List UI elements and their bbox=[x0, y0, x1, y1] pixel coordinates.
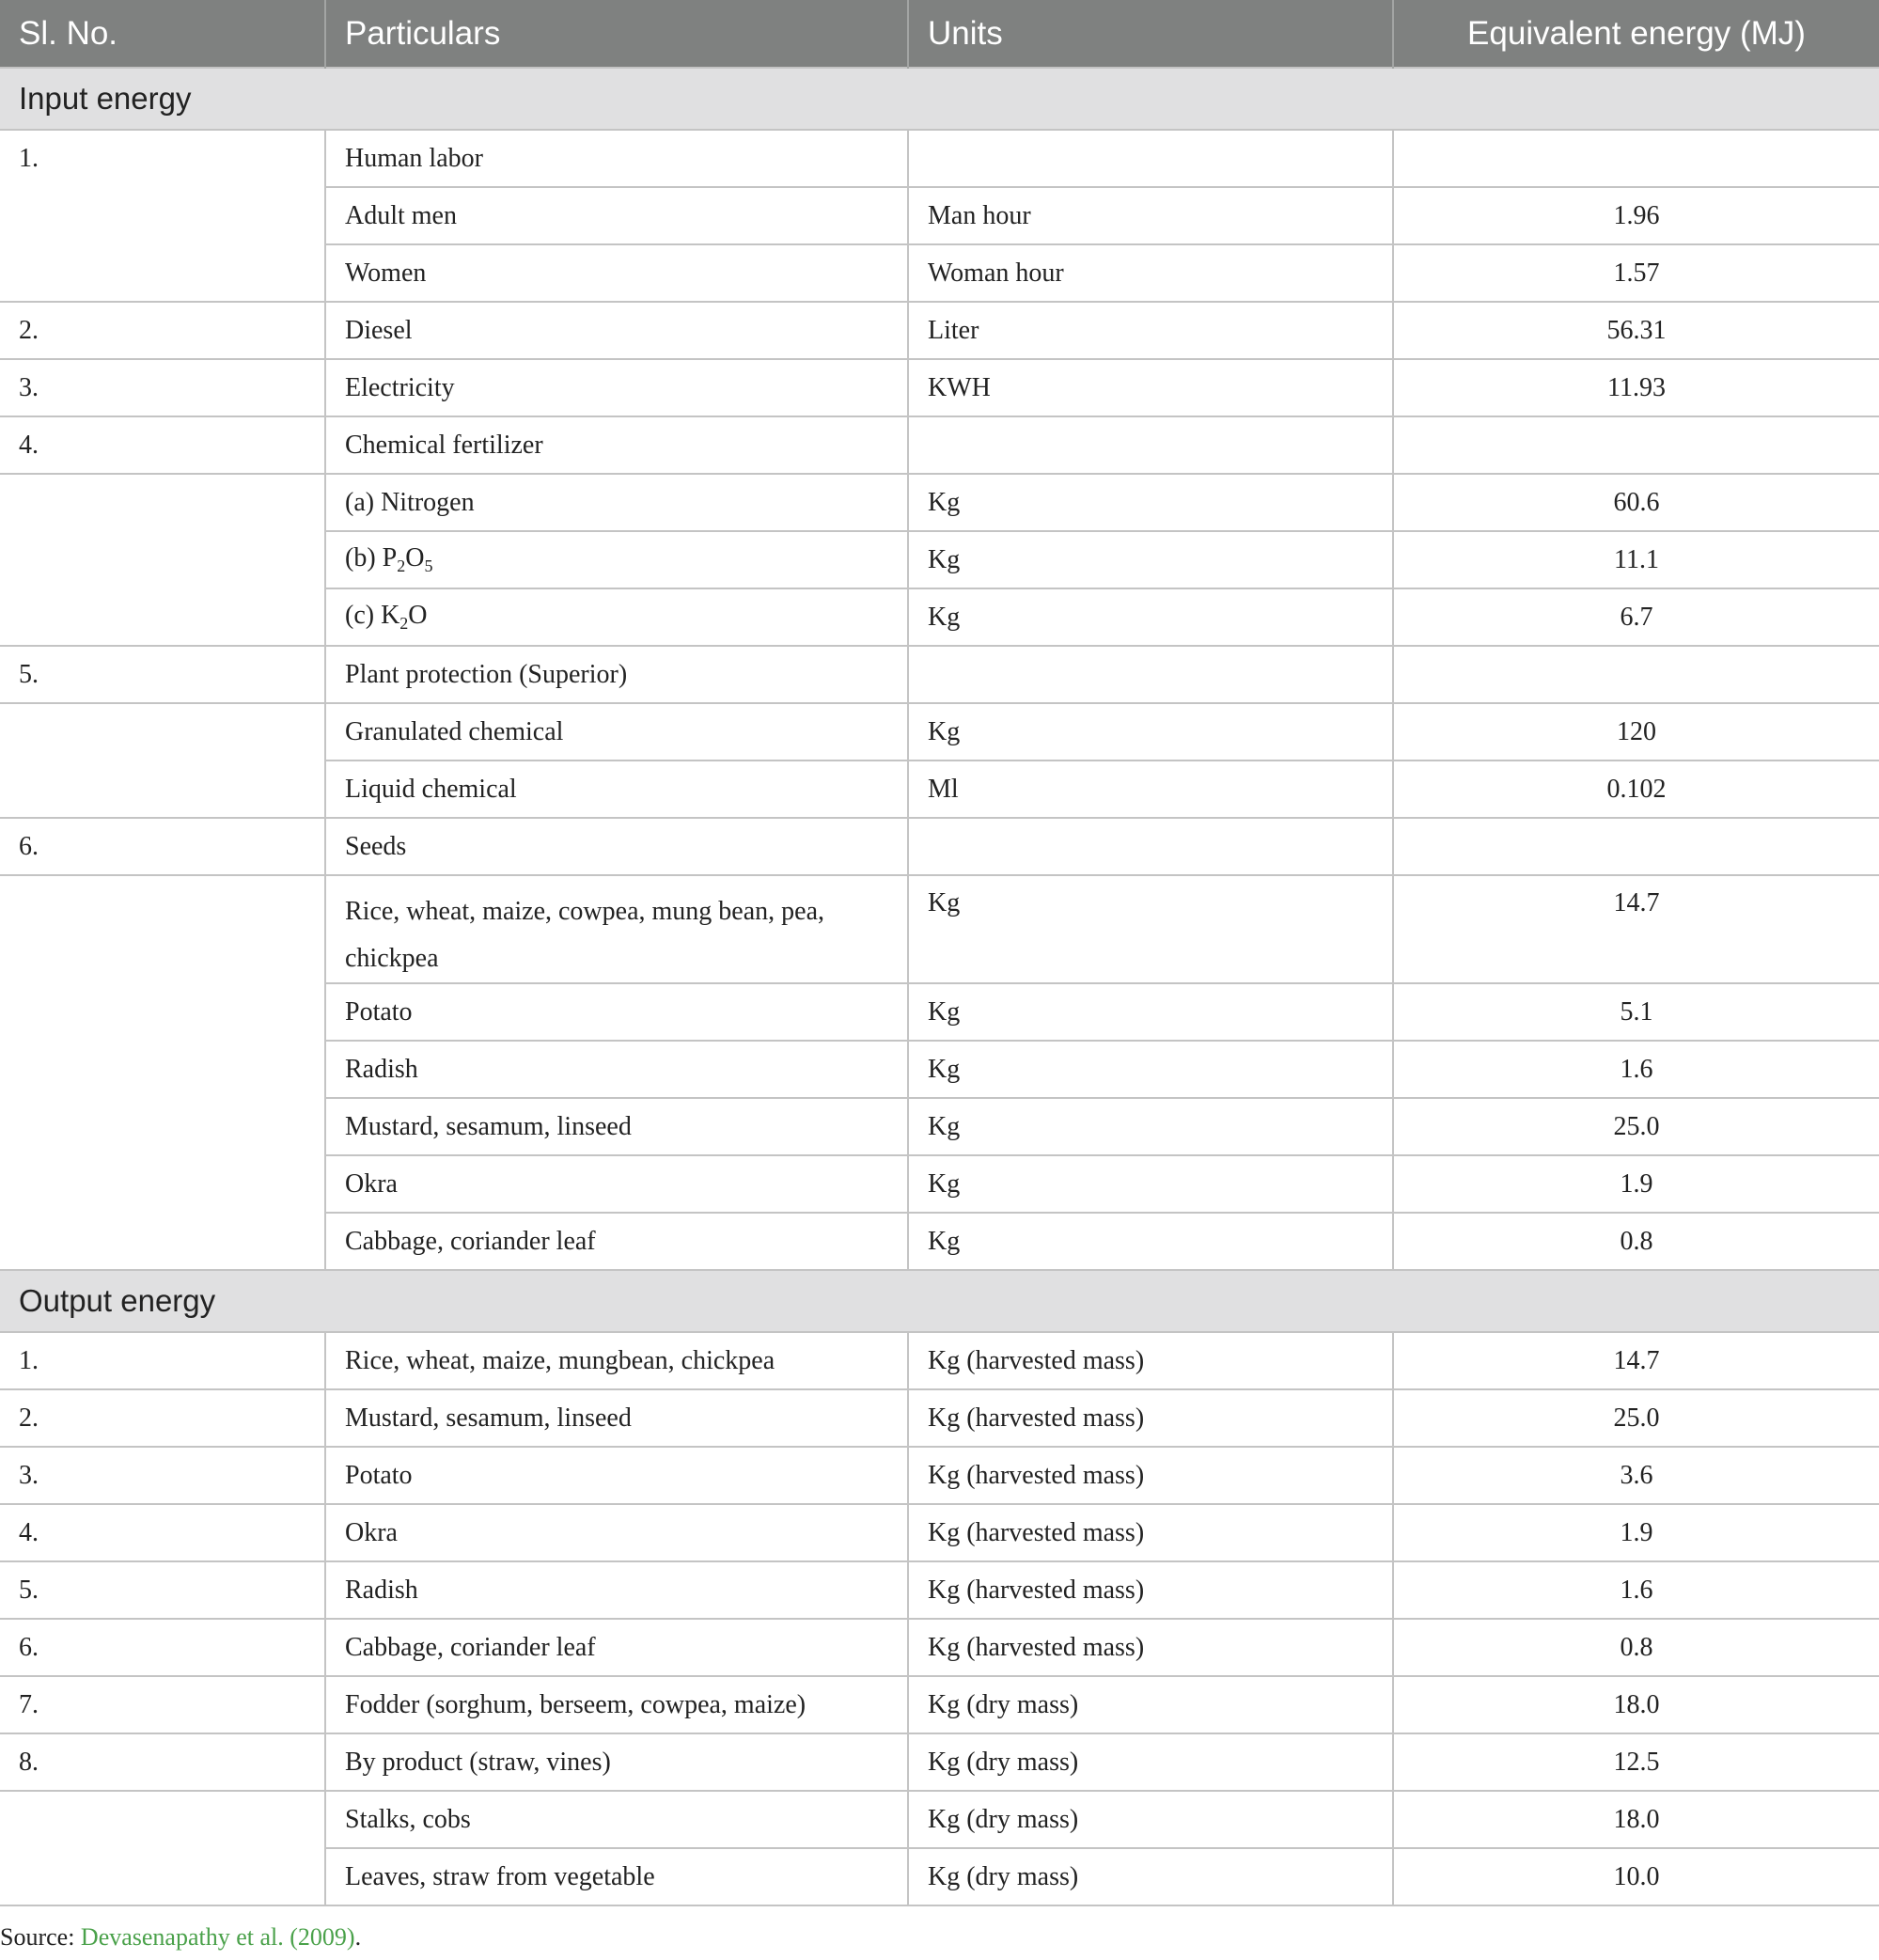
energy-cell: 25.0 bbox=[1393, 1098, 1879, 1155]
units-cell: Kg (harvested mass) bbox=[908, 1561, 1393, 1619]
units-cell bbox=[908, 818, 1393, 875]
energy-cell: 1.9 bbox=[1393, 1155, 1879, 1213]
table-row bbox=[0, 416, 1879, 474]
units-cell: Kg (dry mass) bbox=[908, 1676, 1393, 1733]
particulars-cell: Seeds bbox=[325, 818, 908, 875]
sl-no-cell: 7. bbox=[0, 1676, 325, 1733]
energy-cell: 3.6 bbox=[1393, 1447, 1879, 1504]
section-title-input: Input energy bbox=[0, 68, 1879, 130]
sl-no-cell: 3. bbox=[0, 1447, 325, 1504]
units-cell: Man hour bbox=[908, 187, 1393, 244]
particulars-cell bbox=[325, 531, 908, 588]
units-cell: Woman hour bbox=[908, 244, 1393, 302]
units-cell: Kg (harvested mass) bbox=[908, 1504, 1393, 1561]
units-cell: KWH bbox=[908, 359, 1393, 416]
sl-no-cell: 2. bbox=[0, 302, 325, 359]
particulars-cell: Plant protection (Superior) bbox=[325, 646, 908, 703]
energy-cell: 1.57 bbox=[1393, 244, 1879, 302]
sl-no-cell: 4. bbox=[0, 416, 325, 474]
sl-no-cell: 2. bbox=[0, 1389, 325, 1447]
table-row bbox=[0, 359, 1879, 416]
units-cell: Kg bbox=[908, 1098, 1393, 1155]
energy-cell: 18.0 bbox=[1393, 1791, 1879, 1848]
units-cell bbox=[908, 646, 1393, 703]
particulars-cell: Mustard, sesamum, linseed bbox=[325, 1098, 908, 1155]
particulars-cell: Okra bbox=[325, 1504, 908, 1561]
particulars-cell: Adult men bbox=[325, 187, 908, 244]
particulars-cell: Mustard, sesamum, linseed bbox=[325, 1389, 908, 1447]
units-cell: Kg (dry mass) bbox=[908, 1733, 1393, 1791]
energy-cell: 0.8 bbox=[1393, 1213, 1879, 1270]
particulars-cell: Cabbage, coriander leaf bbox=[325, 1619, 908, 1676]
sl-no-cell-empty bbox=[0, 1791, 325, 1905]
source-end: . bbox=[354, 1923, 362, 1951]
sl-no-cell: 5. bbox=[0, 646, 325, 703]
section-row-input bbox=[0, 68, 1879, 130]
table-row bbox=[0, 646, 1879, 703]
table-row bbox=[0, 1676, 1879, 1733]
table-row bbox=[0, 1791, 1879, 1848]
particulars-cell: Electricity bbox=[325, 359, 908, 416]
particulars-cell: Stalks, cobs bbox=[325, 1791, 908, 1848]
table-row bbox=[0, 1389, 1879, 1447]
particulars-cell: Granulated chemical bbox=[325, 703, 908, 760]
units-cell: Kg bbox=[908, 531, 1393, 588]
particulars-cell: By product (straw, vines) bbox=[325, 1733, 908, 1791]
energy-cell bbox=[1393, 646, 1879, 703]
sl-no-cell: 6. bbox=[0, 818, 325, 875]
particulars-cell: (a) Nitrogen bbox=[325, 474, 908, 531]
units-cell bbox=[908, 130, 1393, 187]
particulars-cell: Rice, wheat, maize, cowpea, mung bean, pea, chickpea bbox=[325, 875, 908, 983]
energy-cell bbox=[1393, 818, 1879, 875]
units-cell: Kg (dry mass) bbox=[908, 1791, 1393, 1848]
energy-cell: 0.102 bbox=[1393, 760, 1879, 818]
table-row bbox=[0, 1561, 1879, 1619]
particulars-cell: Fodder (sorghum, berseem, cowpea, maize) bbox=[325, 1676, 908, 1733]
table-row bbox=[0, 302, 1879, 359]
header-equivalent-energy: Equivalent energy (MJ) bbox=[1393, 0, 1879, 68]
energy-cell: 1.96 bbox=[1393, 187, 1879, 244]
energy-cell: 60.6 bbox=[1393, 474, 1879, 531]
table-row bbox=[0, 818, 1879, 875]
units-cell: Kg bbox=[908, 983, 1393, 1041]
energy-cell: 5.1 bbox=[1393, 983, 1879, 1041]
table-row bbox=[0, 1447, 1879, 1504]
energy-cell bbox=[1393, 416, 1879, 474]
energy-cell: 6.7 bbox=[1393, 588, 1879, 646]
section-title-output: Output energy bbox=[0, 1270, 1879, 1332]
energy-cell: 120 bbox=[1393, 703, 1879, 760]
citation-link[interactable]: Devasenapathy et al. (2009) bbox=[80, 1923, 355, 1951]
particulars-cell: Okra bbox=[325, 1155, 908, 1213]
formula-element: O bbox=[405, 543, 425, 572]
units-cell: Kg bbox=[908, 474, 1393, 531]
units-cell: Kg (dry mass) bbox=[908, 1848, 1393, 1905]
particulars-cell bbox=[325, 588, 908, 646]
particulars-cell: Rice, wheat, maize, mungbean, chickpea bbox=[325, 1332, 908, 1389]
sl-no-cell: 6. bbox=[0, 1619, 325, 1676]
particulars-cell: Cabbage, coriander leaf bbox=[325, 1213, 908, 1270]
energy-cell: 18.0 bbox=[1393, 1676, 1879, 1733]
source-note bbox=[0, 1923, 361, 1952]
particulars-cell: Potato bbox=[325, 983, 908, 1041]
energy-cell: 25.0 bbox=[1393, 1389, 1879, 1447]
units-cell: Kg (harvested mass) bbox=[908, 1332, 1393, 1389]
formula-subscript: 5 bbox=[424, 557, 433, 575]
energy-cell: 0.8 bbox=[1393, 1619, 1879, 1676]
header-sl-no: Sl. No. bbox=[0, 0, 325, 68]
units-cell: Liter bbox=[908, 302, 1393, 359]
sl-no-cell: 1. bbox=[0, 130, 325, 302]
units-cell: Kg bbox=[908, 1213, 1393, 1270]
table-row bbox=[0, 1332, 1879, 1389]
header-units: Units bbox=[908, 0, 1393, 68]
sl-no-cell: 8. bbox=[0, 1733, 325, 1791]
units-cell: Kg bbox=[908, 588, 1393, 646]
sl-no-cell: 3. bbox=[0, 359, 325, 416]
source-label: Source: bbox=[0, 1923, 81, 1951]
energy-cell: 12.5 bbox=[1393, 1733, 1879, 1791]
energy-cell: 14.7 bbox=[1393, 875, 1879, 983]
particulars-cell: Potato bbox=[325, 1447, 908, 1504]
particulars-cell: Women bbox=[325, 244, 908, 302]
particulars-cell: Liquid chemical bbox=[325, 760, 908, 818]
units-cell bbox=[908, 416, 1393, 474]
table-row bbox=[0, 875, 1879, 983]
particulars-cell: Leaves, straw from vegetable bbox=[325, 1848, 908, 1905]
section-row-output bbox=[0, 1270, 1879, 1332]
particulars-cell: Radish bbox=[325, 1561, 908, 1619]
sl-no-cell: 4. bbox=[0, 1504, 325, 1561]
sl-no-cell-empty bbox=[0, 875, 325, 1270]
table-row bbox=[0, 1733, 1879, 1791]
energy-cell: 1.9 bbox=[1393, 1504, 1879, 1561]
energy-cell: 11.93 bbox=[1393, 359, 1879, 416]
table-row bbox=[0, 1619, 1879, 1676]
table-header-row bbox=[0, 0, 1879, 68]
units-cell: Kg bbox=[908, 703, 1393, 760]
units-cell: Kg bbox=[908, 875, 1393, 983]
sl-no-cell-empty bbox=[0, 703, 325, 818]
units-cell: Kg (harvested mass) bbox=[908, 1389, 1393, 1447]
units-cell: Ml bbox=[908, 760, 1393, 818]
energy-cell: 56.31 bbox=[1393, 302, 1879, 359]
formula-prefix: (b) P bbox=[345, 543, 398, 572]
formula-element: O bbox=[408, 601, 428, 630]
table-row bbox=[0, 130, 1879, 187]
units-cell: Kg (harvested mass) bbox=[908, 1447, 1393, 1504]
particulars-cell: Radish bbox=[325, 1041, 908, 1098]
sl-no-cell: 5. bbox=[0, 1561, 325, 1619]
particulars-cell: Human labor bbox=[325, 130, 908, 187]
table-row bbox=[0, 703, 1879, 760]
units-cell: Kg bbox=[908, 1155, 1393, 1213]
energy-cell: 1.6 bbox=[1393, 1041, 1879, 1098]
energy-cell: 10.0 bbox=[1393, 1848, 1879, 1905]
energy-cell bbox=[1393, 130, 1879, 187]
energy-cell: 11.1 bbox=[1393, 531, 1879, 588]
sl-no-cell: 1. bbox=[0, 1332, 325, 1389]
formula-subscript: 2 bbox=[399, 614, 409, 633]
units-cell: Kg (harvested mass) bbox=[908, 1619, 1393, 1676]
particulars-cell: Diesel bbox=[325, 302, 908, 359]
sl-no-cell-empty bbox=[0, 474, 325, 646]
formula-subscript: 2 bbox=[397, 557, 406, 575]
table-row bbox=[0, 474, 1879, 531]
units-cell: Kg bbox=[908, 1041, 1393, 1098]
energy-cell: 14.7 bbox=[1393, 1332, 1879, 1389]
energy-cell: 1.6 bbox=[1393, 1561, 1879, 1619]
particulars-cell: Chemical fertilizer bbox=[325, 416, 908, 474]
header-particulars: Particulars bbox=[325, 0, 908, 68]
table-row bbox=[0, 1504, 1879, 1561]
formula-prefix: (c) K bbox=[345, 601, 400, 630]
